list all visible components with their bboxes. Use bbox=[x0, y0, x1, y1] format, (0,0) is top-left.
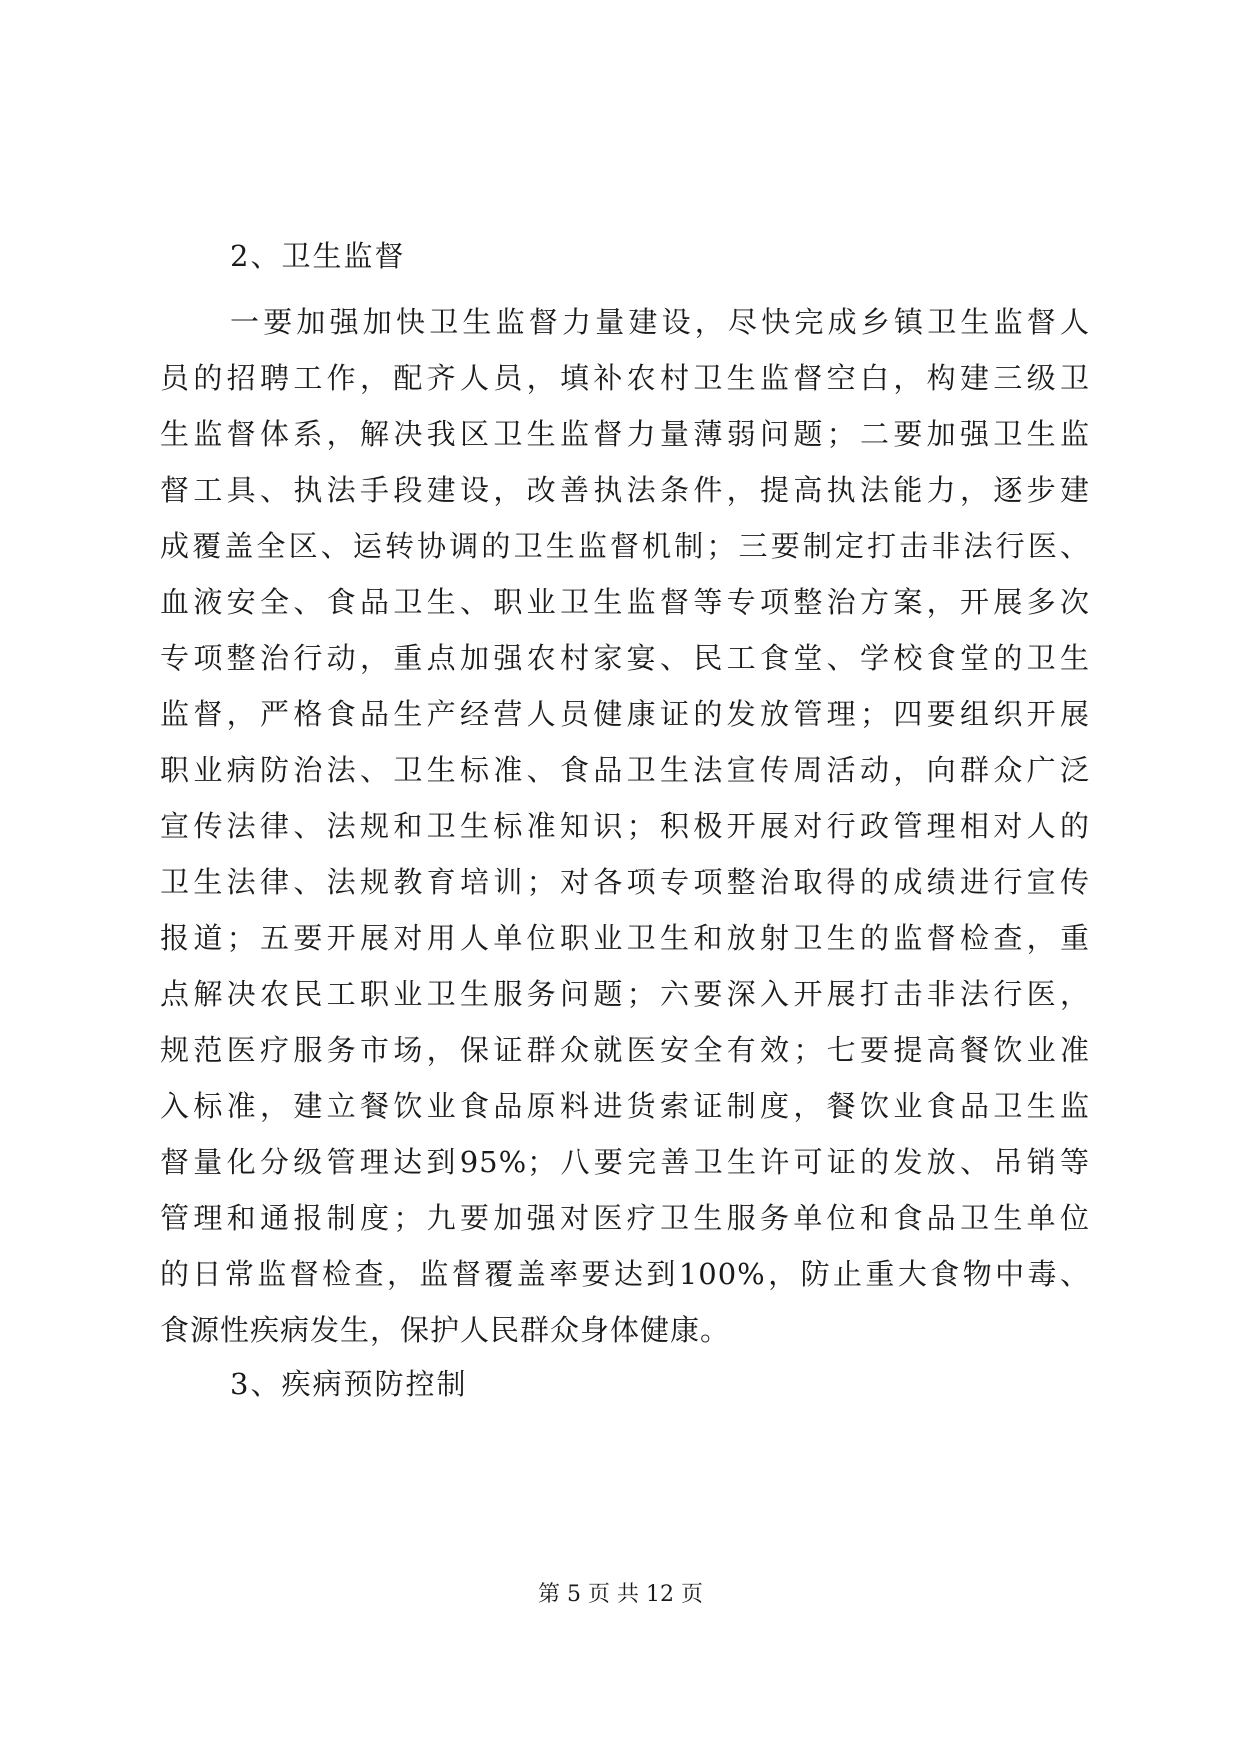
paragraph-line: 的日常监督检查，监督覆盖率要达到100%，防止重大食物中毒、 bbox=[160, 1257, 1090, 1291]
paragraph-line: 督量化分级管理达到95%；八要完善卫生许可证的发放、吊销等 bbox=[160, 1145, 1090, 1179]
paragraph-line: 成覆盖全区、运转协调的卫生监督机制；三要制定打击非法行医、 bbox=[160, 529, 1090, 563]
paragraph-line: 食源性疾病发生，保护人民群众身体健康。 bbox=[160, 1313, 731, 1347]
section-heading-disease-prevention: 3、疾病预防控制 bbox=[230, 1367, 468, 1401]
paragraph-line: 职业病防治法、卫生标准、食品卫生法宣传周活动，向群众广泛 bbox=[160, 753, 1090, 787]
paragraph-line: 宣传法律、法规和卫生标准知识；积极开展对行政管理相对人的 bbox=[160, 809, 1090, 843]
paragraph-line: 点解决农民工职业卫生服务问题；六要深入开展打击非法行医， bbox=[160, 977, 1090, 1011]
paragraph-line: 专项整治行动，重点加强农村家宴、民工食堂、学校食堂的卫生 bbox=[160, 641, 1090, 675]
paragraph-line: 报道；五要开展对用人单位职业卫生和放射卫生的监督检查，重 bbox=[160, 921, 1090, 955]
paragraph-line: 员的招聘工作，配齐人员，填补农村卫生监督空白，构建三级卫 bbox=[160, 361, 1090, 395]
paragraph-line: 管理和通报制度；九要加强对医疗卫生服务单位和食品卫生单位 bbox=[160, 1201, 1090, 1235]
paragraph-line: 规范医疗服务市场，保证群众就医安全有效；七要提高餐饮业准 bbox=[160, 1033, 1090, 1067]
body-paragraph bbox=[160, 294, 1090, 1358]
paragraph-line: 入标准，建立餐饮业食品原料进货索证制度，餐饮业食品卫生监 bbox=[160, 1089, 1090, 1123]
paragraph-line: 生监督体系，解决我区卫生监督力量薄弱问题；二要加强卫生监 bbox=[160, 417, 1090, 451]
section-heading-health-supervision: 2、卫生监督 bbox=[230, 239, 406, 273]
paragraph-line: 监督，严格食品生产经营人员健康证的发放管理；四要组织开展 bbox=[160, 697, 1090, 731]
paragraph-line: 一要加强加快卫生监督力量建设，尽快完成乡镇卫生监督人 bbox=[230, 305, 1090, 339]
paragraph-line: 督工具、执法手段建设，改善执法条件，提高执法能力，逐步建 bbox=[160, 473, 1090, 507]
paragraph-line: 卫生法律、法规教育培训；对各项专项整治取得的成绩进行宣传 bbox=[160, 865, 1090, 899]
page-footer: 第 5 页 共 12 页 bbox=[538, 1582, 703, 1607]
paragraph-line: 血液安全、食品卫生、职业卫生监督等专项整治方案，开展多次 bbox=[160, 585, 1090, 619]
